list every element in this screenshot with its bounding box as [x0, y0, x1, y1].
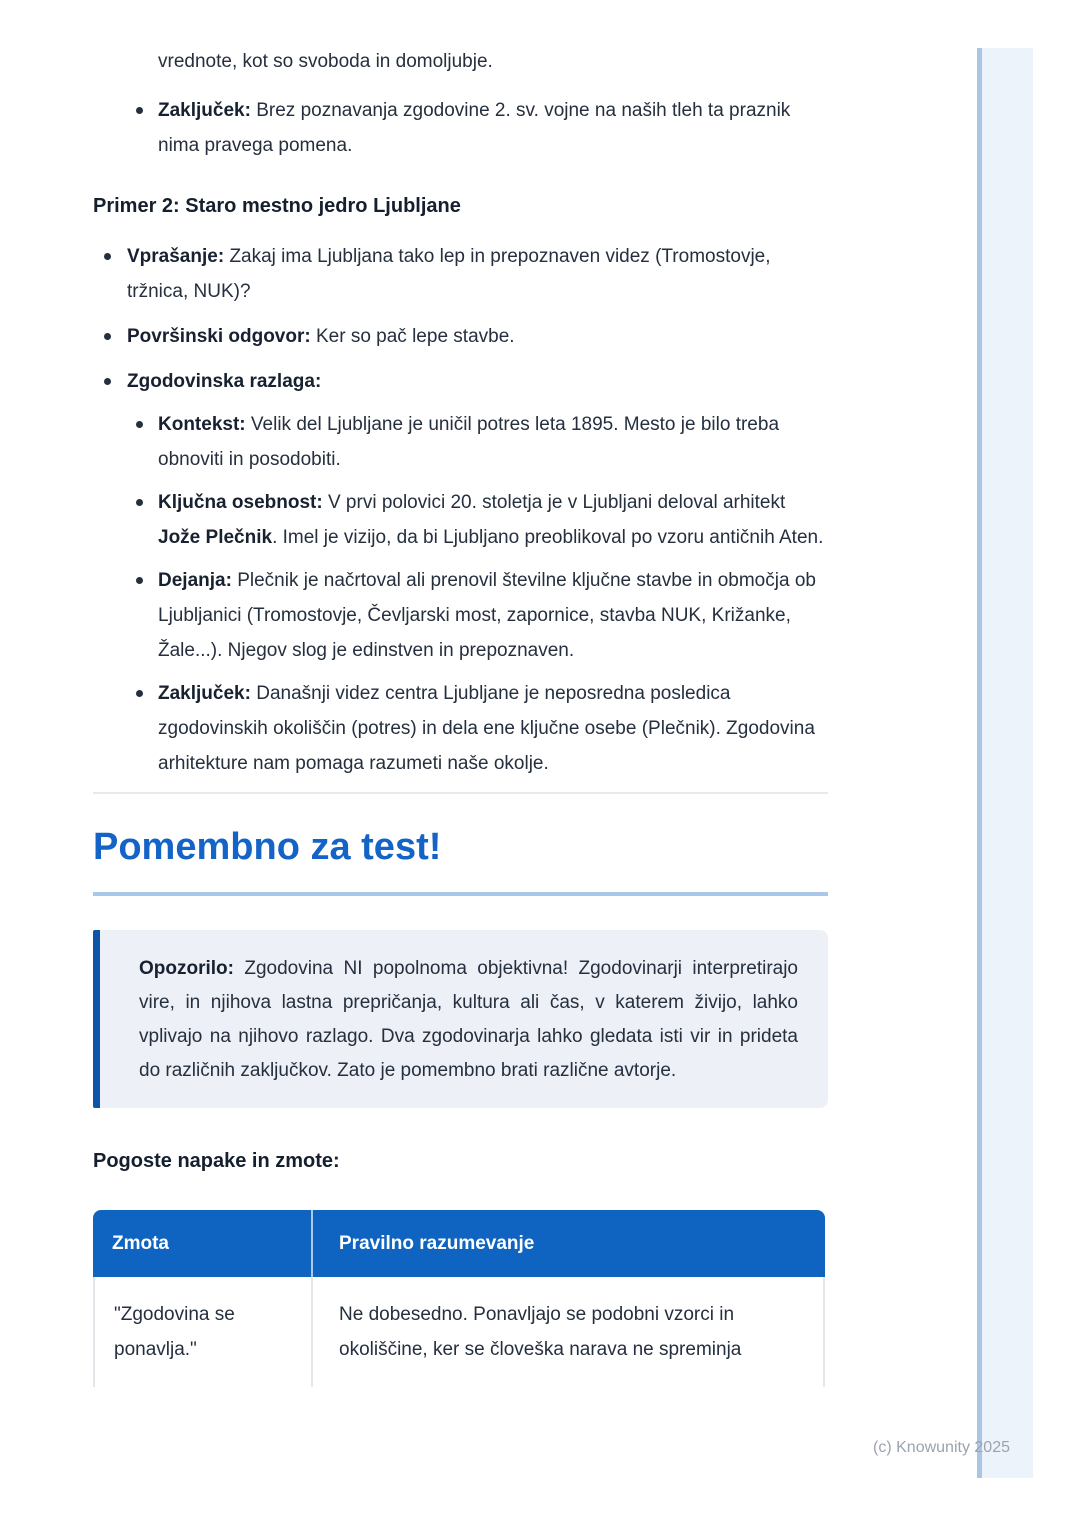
list-item-text: Zakaj ima Ljubljana tako lep in prepoznaven videz (Tromostovje, tržnica, NUK)? — [127, 246, 771, 302]
list-item-text: V prvi polovici 20. stoletja je v Ljubljani deloval arhitekt — [327, 492, 786, 513]
list-item-label: Ključna osebnost: — [158, 492, 323, 513]
page-title: Pomembno za test! — [93, 824, 828, 896]
list-item — [93, 563, 828, 668]
mistakes-table — [93, 1210, 825, 1387]
bullet-icon — [136, 421, 143, 428]
copyright-watermark: (c) Knowunity 2025 — [873, 1439, 1010, 1456]
callout-label: Opozorilo: — [139, 958, 234, 979]
list-item-label: Površinski odgovor: — [127, 326, 311, 347]
section-heading: Primer 2: Staro mestno jedro Ljubljane — [93, 195, 461, 217]
list-item-label: Zaključek: — [158, 100, 251, 121]
list-item-label: Zgodovinska razlaga: — [127, 371, 322, 392]
table-header-cell: Zmota — [93, 1210, 313, 1277]
bullet-icon — [104, 333, 111, 340]
list-item — [93, 676, 828, 781]
list-item-text: . Imel je vizijo, da bi Ljubljano preoblikoval po vzoru antičnih Aten. — [272, 527, 824, 548]
continuation-line: vrednote, kot so svoboda in domoljubje. — [158, 51, 493, 72]
list-item — [93, 485, 828, 555]
section-divider — [93, 792, 828, 794]
list-item-label: Kontekst: — [158, 414, 246, 435]
bullet-icon — [136, 499, 143, 506]
mistakes-heading: Pogoste napake in zmote: — [93, 1150, 340, 1172]
list-item-label: Zaključek: — [158, 683, 251, 704]
bullet-icon — [104, 253, 111, 260]
list-item-text: Današnji videz centra Ljubljane je neposredna posledica zgodovinskih okoliščin (potres) in dela ene ključne osebe (Plečnik). Zgodovina arhitekture nam pomaga razumeti naše okolje. — [158, 683, 815, 774]
bullet-icon — [104, 378, 111, 385]
list-item — [93, 239, 828, 309]
list-item — [93, 93, 828, 163]
table-header-cell: Pravilno razumevanje — [339, 1233, 535, 1254]
list-item-label: Vprašanje: — [127, 246, 225, 267]
bullet-icon — [136, 107, 143, 114]
list-item — [93, 319, 828, 354]
list-item-text: Plečnik je načrtoval ali prenovil številne ključne stavbe in območja ob Ljubljanici (Tromostovje, Čevljarski most, zapornice, stavba NUK, Križanke, Žale...). Njegov slog je edinstven in prepoznaven. — [158, 570, 816, 661]
warning-callout — [93, 930, 828, 1108]
page-edge-bar — [977, 48, 1033, 1478]
callout-text: Zgodovina NI popolnoma objektivna! Zgodovinarji interpretirajo vire, in njihova lastna prepričanja, kultura ali čas, v katerem živijo, lahko vplivajo na njihovo razlago. Dva zgodovinarja lahko gledata isti vir in prideta do različnih zaključkov. Zato je pomembno brati različne avtorje. — [139, 958, 798, 1081]
table-cell: Ne dobesedno. Ponavljajo se podobni vzorci in okoliščine, ker se človeška narava ne spreminja — [313, 1277, 825, 1387]
bullet-icon — [136, 577, 143, 584]
list-item — [93, 407, 828, 477]
list-item-text: Velik del Ljubljane je uničil potres leta 1895. Mesto je bilo treba obnoviti in posodobiti. — [158, 414, 780, 470]
list-item-text: Brez poznavanja zgodovine 2. sv. vojne na naših tleh ta praznik nima pravega pomena. — [158, 100, 791, 156]
inline-bold-name: Jože Plečnik — [158, 527, 273, 548]
document-content — [93, 0, 828, 1387]
list-item-text: Ker so pač lepe stavbe. — [315, 326, 515, 347]
list-item — [93, 364, 828, 399]
table-cell: "Zgodovina se ponavlja." — [93, 1277, 313, 1387]
bullet-icon — [136, 690, 143, 697]
table-header-row — [93, 1210, 825, 1277]
table-row — [93, 1277, 825, 1387]
list-item-label: Dejanja: — [158, 570, 232, 591]
